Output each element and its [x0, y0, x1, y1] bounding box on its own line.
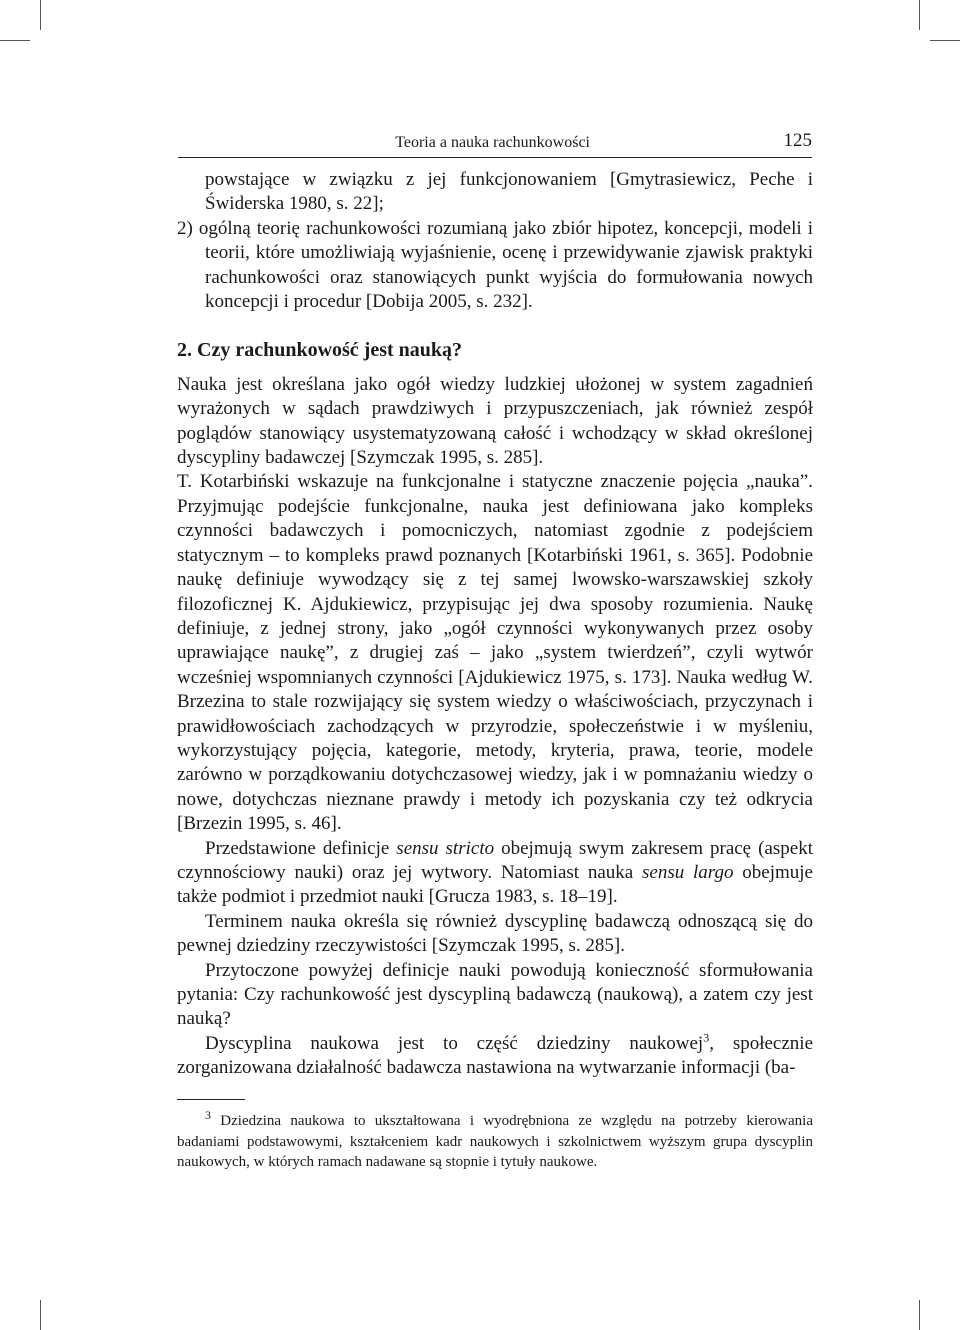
- term-sensu-stricto: sensu stricto: [396, 837, 495, 859]
- crop-mark-top-right-h: [930, 40, 960, 41]
- paragraph-1: Nauka jest określana jako ogół wiedzy ludzkiej ułożonej w system zagadnień wyrażonych w sądach prawdziwych i przypuszczeniach, jak również zespół poglądów stanowiący usystematyzowaną całość i wchodzący w skład określonej dyscypliny badawczej [Szymczak 1995, s. 285].: [177, 373, 813, 469]
- page-number: 125: [783, 130, 812, 151]
- header-rule: [178, 157, 812, 158]
- footnote-marker: 3: [205, 1108, 211, 1122]
- section-heading: 2. Czy rachunkowość jest nauką?: [177, 339, 463, 362]
- paragraph-3: [177, 837, 813, 910]
- list-item-continuation: powstające w związku z jej funkcjonowaniem [Gmytrasiewicz, Peche i Świderska 1980, s. 22];: [205, 169, 813, 215]
- footnote: [177, 1108, 813, 1173]
- paragraph-4: Terminem nauka określa się również dyscyplinę badawczą odnoszącą się do pewnej dziedziny rzeczywistości [Szymczak 1995, s. 285].: [177, 910, 813, 957]
- footnote-text: Dziedzina naukowa to ukształtowana i wyodrębniona ze względu na potrzeby kierowania badaniami podstawowymi, kształceniem kadr naukowych i szkolnictwem wyższym grupa dyscyplin naukowych, w których ramach nadawane są stopnie i tytuły naukowe.: [177, 1113, 813, 1170]
- footnote-ref-3[interactable]: 3: [703, 1030, 710, 1045]
- paragraph-6-text-a: Dyscyplina naukowa jest to część dziedziny naukowej: [205, 1032, 704, 1054]
- paragraph-3-text-b: obejmują swym zakresem pracę (aspekt czynnościowy nauki) oraz jej wytwory. Natomiast nauka: [177, 837, 813, 883]
- footnote-rule: [177, 1099, 245, 1100]
- crop-mark-top-right-v: [919, 0, 920, 30]
- running-title: Teoria a nauka rachunkowości: [395, 134, 590, 151]
- body-text: [177, 168, 813, 1081]
- paragraph-2: T. Kotarbiński wskazuje na funkcjonalne i statyczne znaczenie pojęcia „nauka”. Przyjmując podejście funkcjonalne, nauka jest definiowana jako kompleks czynności badawczych i pomocniczych, natomiast zgodnie z podejściem statycznym – to kompleks prawd poznanych [Kotarbiński 1961, s. 365]. Podobnie naukę definiuje wywodzący się z tej samej lwowsko-warszawskiej szkoły filozoficznej K. Ajdukiewicz, przypisując jej dwa sposoby rozumienia. Naukę definiuje, z jednej strony, jako „ogół czynności wykonywanych przez osoby uprawiające naukę”, z drugiej zaś – jako „system twierdzeń”, czyli wytwór wcześniej wspomnianych czynności [Ajdukiewicz 1975, s. 173]. Nauka według W. Brzezina to stale rozwijający się system wiedzy o właściwościach, przyczynach i prawidłowościach zachodzących w przyrodzie, społeczeństwie i w myśleniu, wykorzystujący pojęcia, kategorie, metody, kryteria, prawa, teorie, modele zarówno w porządkowaniu dotychczasowej wiedzy, jak i w pomnażaniu wiedzy o nowe, dotychczas nieznane prawdy i metody ich pozyskania czy też odkrycia [Brzezin 1995, s. 46].: [177, 471, 813, 835]
- crop-mark-bottom-left-v: [40, 1300, 41, 1330]
- crop-mark-top-left-v: [40, 0, 41, 30]
- crop-mark-top-left-h: [0, 40, 30, 41]
- crop-mark-bottom-right-v: [919, 1300, 920, 1330]
- running-header: [178, 128, 812, 158]
- term-sensu-largo: sensu largo: [642, 861, 734, 883]
- paragraph-6-text-b: , społecznie zorganizowana działalność badawcza nastawiona na wytwarzanie informacji (ba-: [177, 1032, 813, 1079]
- paragraph-3-text-c: obejmuje także podmiot i przedmiot nauki [Grucza 1983, s. 18–19].: [177, 861, 813, 908]
- paragraph-5: Przytoczone powyżej definicje nauki powodują konieczność sformułowania pytania: Czy rachunkowość jest dyscypliną badawczą (naukową), a zatem czy jest nauką?: [177, 959, 813, 1030]
- footnote-3: [177, 1108, 813, 1173]
- paragraph-3-text-a: Przedstawione definicje: [205, 837, 397, 859]
- list-item-2: 2) ogólną teorię rachunkowości rozumianą jako zbiór hipotez, koncepcji, modeli i teorii, które umożliwiają wyjaśnienie, ocenę i przewidywanie zjawisk praktyki rachunkowości oraz stanowiących punkt wyjścia do formułowania nowych koncepcji i procedur [Dobija 2005, s. 232].: [177, 217, 813, 313]
- paragraph-6: [177, 1032, 813, 1081]
